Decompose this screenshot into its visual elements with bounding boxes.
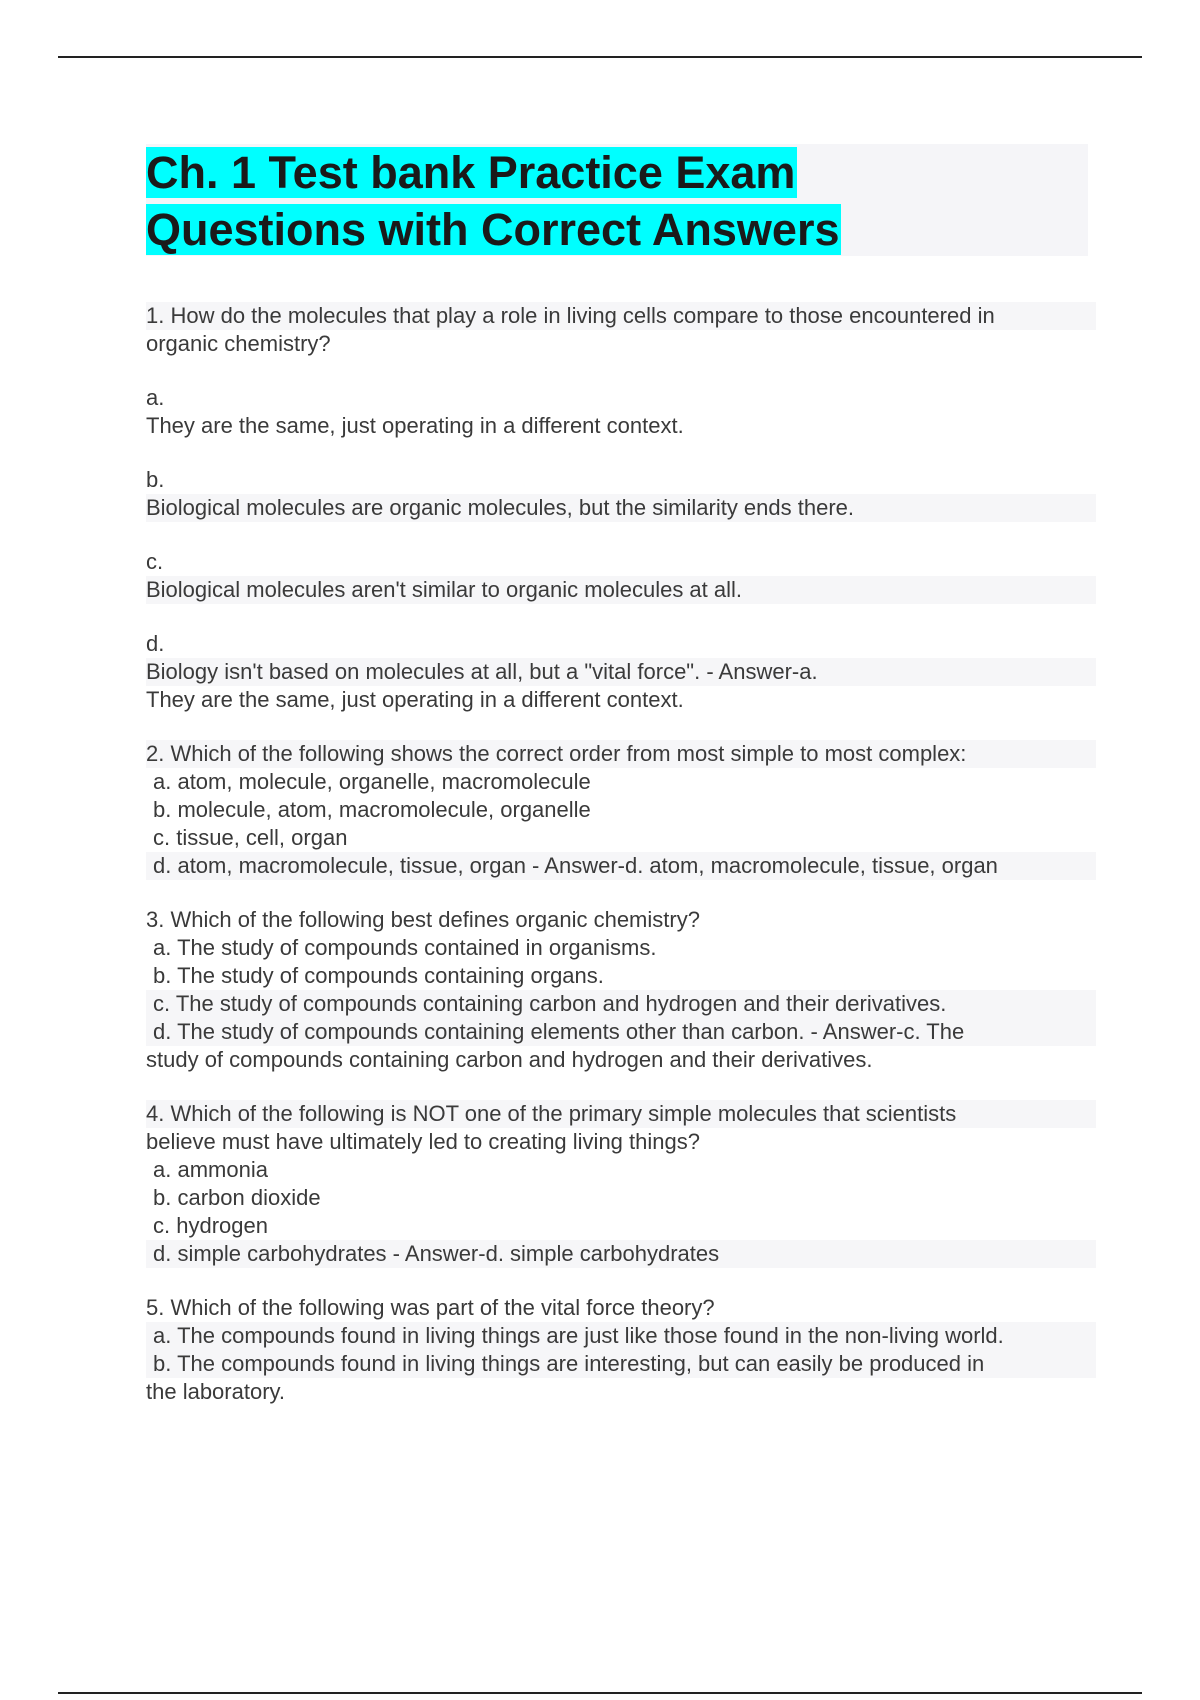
question-5-option-b-line-1: b. The compounds found in living things are interesting, but can easily be produced in: [146, 1350, 1096, 1378]
title-block: [146, 144, 1088, 256]
question-3-option-a: a. The study of compounds contained in organisms.: [153, 935, 657, 960]
page-title: [146, 144, 1088, 258]
question-1-option-a: [146, 384, 1096, 440]
title-line-2: Questions with Correct Answers: [146, 204, 840, 255]
question-3: [146, 906, 1096, 1074]
question-5-option-a: a. The compounds found in living things are just like those found in the non-living world.: [146, 1322, 1096, 1350]
question-5: [146, 1294, 1096, 1406]
question-4-option-b: b. carbon dioxide: [153, 1185, 321, 1210]
question-4-option-a: a. ammonia: [153, 1157, 268, 1182]
question-2-text: 2. Which of the following shows the correct order from most simple to most complex:: [146, 740, 1096, 768]
option-text: They are the same, just operating in a different context.: [146, 413, 684, 438]
question-2-option-a: a. atom, molecule, organelle, macromolecule: [153, 769, 591, 794]
question-1-option-c: [146, 548, 1096, 604]
answer-text: They are the same, just operating in a different context.: [146, 687, 684, 712]
option-text: Biological molecules aren't similar to organic molecules at all.: [146, 576, 1096, 604]
question-2: [146, 740, 1096, 880]
question-5-text: 5. Which of the following was part of the vital force theory?: [146, 1295, 715, 1320]
question-3-option-d-line-1: d. The study of compounds containing elements other than carbon. - Answer-c. The: [146, 1018, 1096, 1046]
question-3-option-b: b. The study of compounds containing organs.: [153, 963, 604, 988]
title-line-1: Ch. 1 Test bank Practice Exam: [146, 147, 796, 198]
option-label: b.: [146, 467, 165, 492]
question-2-option-b: b. molecule, atom, macromolecule, organelle: [153, 797, 591, 822]
question-4-text-line-1: 4. Which of the following is NOT one of the primary simple molecules that scientists: [146, 1100, 1096, 1128]
bottom-rule: [58, 1692, 1142, 1694]
question-1-text-line-2: organic chemistry?: [146, 331, 331, 356]
question-1-text-line-1: 1. How do the molecules that play a role in living cells compare to those encountered in: [146, 302, 1096, 330]
question-4-option-d: d. simple carbohydrates - Answer-d. simple carbohydrates: [146, 1240, 1096, 1268]
question-2-option-d: d. atom, macromolecule, tissue, organ - Answer-d. atom, macromolecule, tissue, organ: [146, 852, 1096, 880]
question-4: [146, 1100, 1096, 1268]
option-label: a.: [146, 385, 165, 410]
option-label: c.: [146, 549, 164, 574]
question-3-option-d-line-2: study of compounds containing carbon and hydrogen and their derivatives.: [146, 1047, 873, 1072]
question-list: [146, 302, 1096, 1432]
question-5-option-b-line-2: the laboratory.: [146, 1379, 286, 1404]
question-4-option-c: c. hydrogen: [153, 1213, 268, 1238]
question-3-option-c: c. The study of compounds containing carbon and hydrogen and their derivatives.: [146, 990, 1096, 1018]
option-label: d.: [146, 631, 165, 656]
option-text: Biology isn't based on molecules at all, but a "vital force". - Answer-a.: [146, 658, 1096, 686]
option-text: Biological molecules are organic molecules, but the similarity ends there.: [146, 494, 1096, 522]
question-2-option-c: c. tissue, cell, organ: [153, 825, 348, 850]
question-3-text: 3. Which of the following best defines organic chemistry?: [146, 907, 700, 932]
question-1-option-d: [146, 630, 1096, 714]
question-1: [146, 302, 1096, 358]
top-rule: [58, 56, 1142, 58]
question-1-option-b: [146, 466, 1096, 522]
question-4-text-line-2: believe must have ultimately led to creating living things?: [146, 1129, 700, 1154]
